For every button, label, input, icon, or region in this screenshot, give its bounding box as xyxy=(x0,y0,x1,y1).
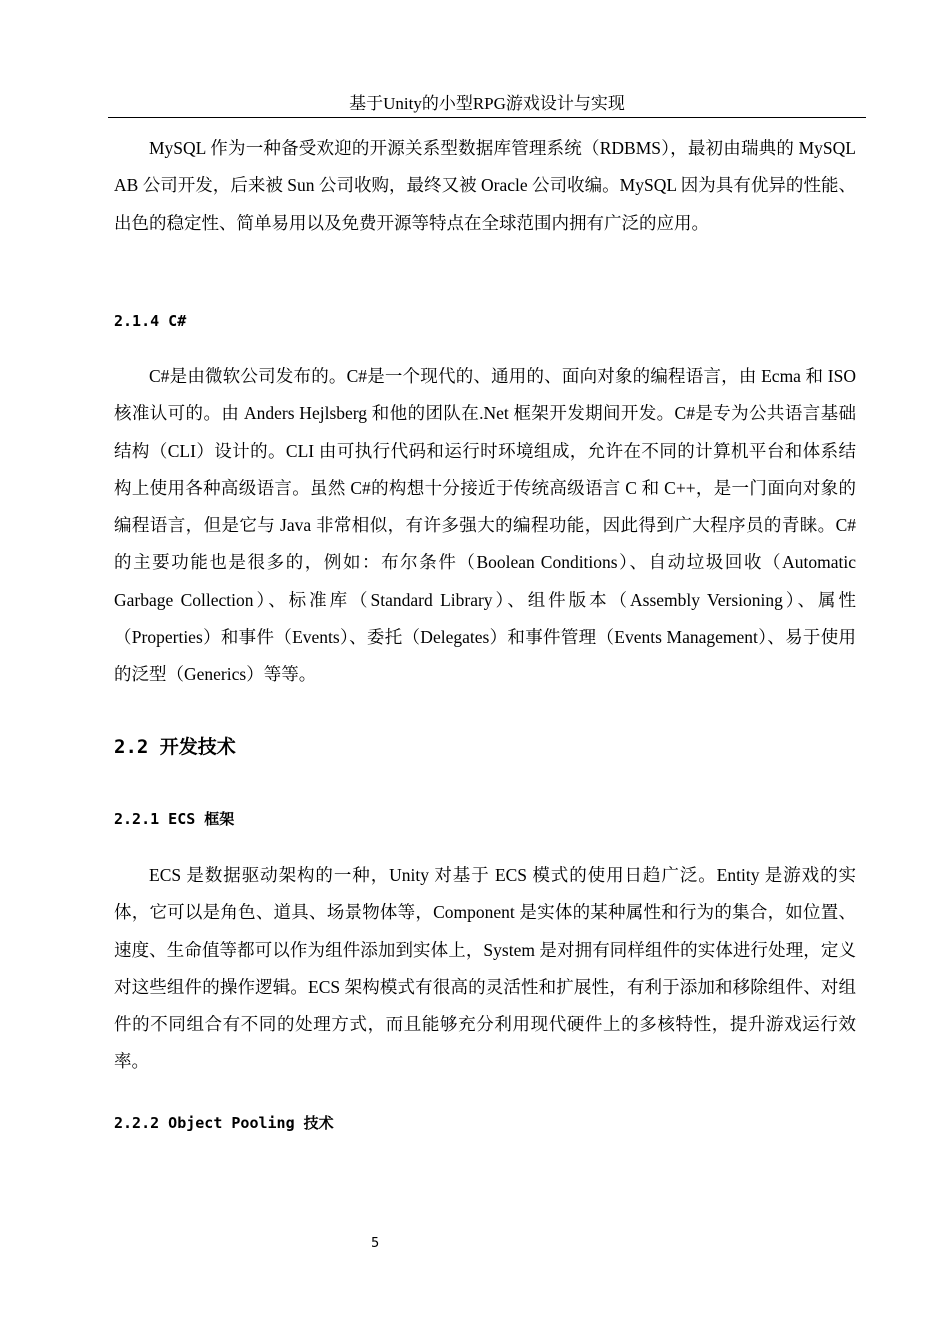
header-divider xyxy=(108,117,866,118)
heading-2-1-4: 2.1.4 C# xyxy=(114,312,187,330)
ecs-paragraph: ECS 是数据驱动架构的一种，Unity 对基于 ECS 模式的使用日趋广泛。Entity 是游戏的实体，它可以是角色、道具、场景物体等，Component 是实体的某种属性和行为的集合，如位置、速度、生命值等都可以作为组件添加到实体上，System 是对拥有同样组件的实体进行处理，定义对这些组件的操作逻辑。ECS 架构模式有很高的灵活性和扩展性，有利于添加和移除组件、对组件的不同组合有不同的处理方式，而且能够充分利用现代硬件上的多核特性，提升游戏运行效率。 xyxy=(114,865,856,1072)
heading-2-2-2: 2.2.2 Object Pooling 技术 xyxy=(114,1114,334,1132)
csharp-paragraph: C#是由微软公司发布的。C#是一个现代的、通用的、面向对象的编程语言，由 Ecma 和 ISO 核准认可的。由 Anders Hejlsberg 和他的团队在.Net 框架开发期间开发。C#是专为公共语言基础结构（CLI）设计的。CLI 由可执行代码和运行时环境组成，允许在不同的计算机平台和体系结构上使用各种高级语言。虽然 C#的构想十分接近于传统高级语言 C 和 C++，是一门面向对象的编程语言，但是它与 Java 非常相似，有许多强大的编程功能，因此得到广大程序员的青睐。C#的主要功能也是很多的，例如：布尔条件（Boolean Conditions）、自动垃圾回收（Automatic Garbage Collection）、标准库（Standard Library）、组件版本（Assembly Versioning）、属性（Properties）和事件（Events）、委托（Delegates）和事件管理（Events Management）、易于使用的泛型（Generics）等等。 xyxy=(114,366,856,685)
heading-2-2: 2.2 开发技术 xyxy=(114,736,236,758)
heading-2-2-1: 2.2.1 ECS 框架 xyxy=(114,810,235,828)
mysql-paragraph: MySQL 作为一种备受欢迎的开源关系型数据库管理系统（RDBMS），最初由瑞典的 MySQL AB 公司开发，后来被 Sun 公司收购，最终又被 Oracle 公司收编。MySQL 因为具有优异的性能、出色的稳定性、简单易用以及免费开源等特点在全球范围内拥有广泛的应用。 xyxy=(114,138,856,233)
page-header-title: 基于Unity的小型RPG游戏设计与实现 xyxy=(349,94,625,113)
page-number: 5 xyxy=(371,1236,380,1251)
